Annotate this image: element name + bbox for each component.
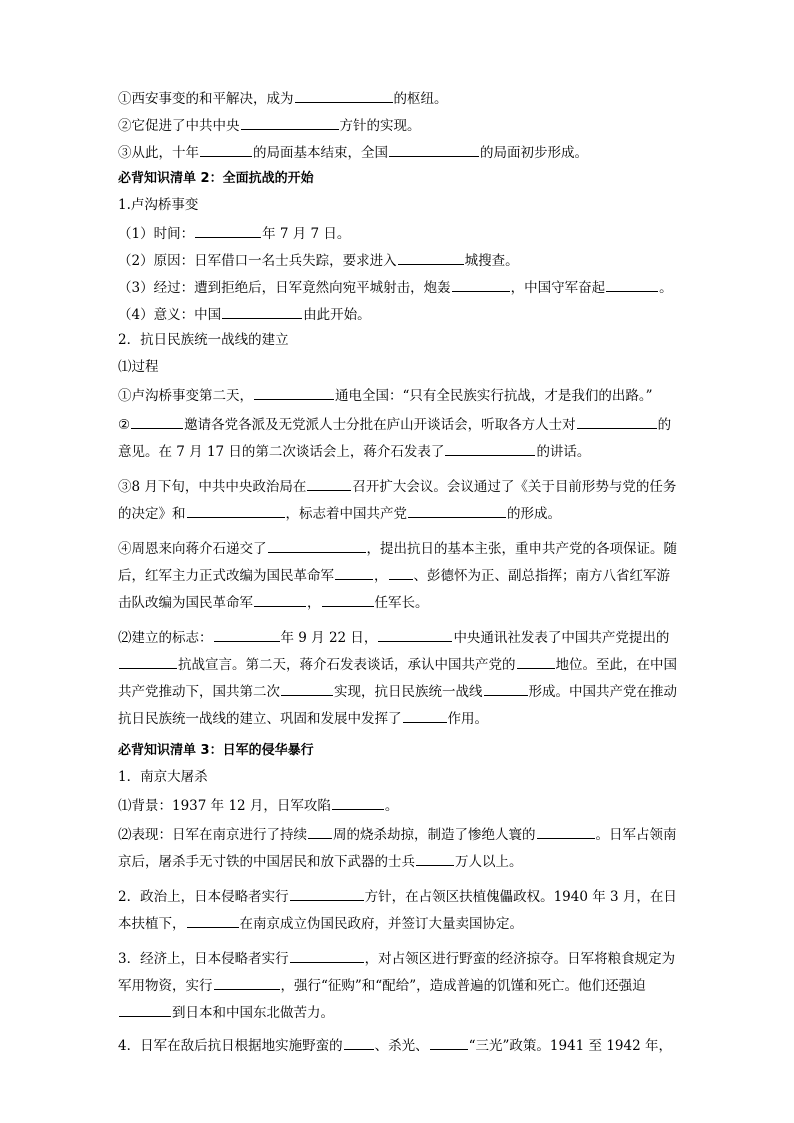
fill-blank[interactable]	[430, 1035, 468, 1050]
politics	[118, 884, 678, 938]
fill-blank[interactable]	[254, 592, 306, 607]
fill-blank[interactable]	[290, 886, 364, 901]
text: ，	[374, 568, 388, 584]
text: 3．经济上，日本侵略者实行	[118, 951, 289, 967]
text: 通电全国：“只有全民族实行抗战，才是我们的出路。”	[335, 388, 653, 404]
text: 的形成。	[507, 506, 561, 522]
text: ③8 月下旬，中共中央政治局在	[118, 479, 307, 495]
fill-blank[interactable]	[606, 277, 658, 292]
text: 邀请各党各派及无党派人士分批在庐山开谈话会，听取各方人士对	[184, 417, 576, 433]
fill-blank[interactable]	[389, 142, 479, 157]
text: （4）意义：中国	[118, 307, 222, 323]
text: 抗战宣言。第二天，蒋介石发表谈话，承认中国共产党的	[178, 657, 516, 673]
text: 实现，抗日民族统一战线	[334, 684, 483, 700]
item-significance	[118, 304, 678, 323]
section-2-heading: 必背知识清单 2：全面抗战的开始	[118, 171, 314, 186]
economy	[118, 946, 678, 1027]
fill-blank[interactable]	[398, 250, 464, 265]
text: 中央通讯社发表了中国共产党提出的	[453, 630, 670, 646]
fill-blank[interactable]	[187, 913, 239, 928]
text: ，提出抗日的基本主张，重申共产党的各项保证。随后，红军主力正式改编为国民革命军	[118, 541, 677, 584]
text: 方针的实现。	[339, 118, 421, 134]
nanjing-manifestation	[118, 822, 678, 876]
founding-sign	[118, 625, 678, 733]
text: 任军长。	[374, 595, 429, 611]
subheading-process: ⑴过程	[118, 359, 159, 375]
text: 形成。中国共产党在推动抗日民族统一战线的建立、巩固和发展中发挥了	[118, 684, 677, 727]
item-cause	[118, 250, 678, 269]
fill-blank[interactable]	[389, 565, 413, 580]
fill-blank[interactable]	[484, 681, 528, 696]
text: 年 7 月 7 日。	[262, 226, 351, 242]
text: 年 9 月 22 日，	[280, 630, 378, 646]
process-2	[118, 412, 678, 466]
text: 。	[384, 798, 399, 814]
subheading-nanjing: 1．南京大屠杀	[118, 769, 208, 785]
text: 的局面基本结束，全国	[253, 145, 388, 161]
text: 的枢纽。	[393, 91, 448, 107]
item-time	[118, 223, 678, 242]
section-3-heading: 必背知识清单 3：日军的侵华暴行	[118, 743, 314, 758]
fill-blank[interactable]	[254, 385, 334, 400]
fill-blank[interactable]	[200, 142, 252, 157]
fill-blank[interactable]	[322, 592, 374, 607]
fill-blank[interactable]	[416, 851, 454, 866]
fill-blank[interactable]	[241, 115, 339, 130]
text: 方针，在占领区扶植傀儡政权。1940 年 3 月，在日本扶植下，	[118, 889, 677, 932]
text: 地位。至此，在中国共产党推动下，国共第二次	[118, 657, 677, 700]
fill-blank[interactable]	[403, 708, 447, 723]
fill-blank[interactable]	[408, 503, 506, 518]
fill-blank[interactable]	[308, 824, 332, 839]
text: ①卢沟桥事变第二天，	[118, 388, 253, 404]
fill-blank[interactable]	[577, 414, 657, 429]
text: 。	[659, 280, 673, 296]
text: ①西安事变的和平解决，成为	[118, 91, 294, 107]
fill-blank[interactable]	[445, 441, 535, 456]
fill-blank[interactable]	[268, 538, 366, 553]
fill-blank[interactable]	[214, 975, 280, 990]
text: ⑵建立的标志：	[118, 630, 213, 646]
text: 在南京成立伪国民政府，并签订大量卖国协定。	[239, 916, 523, 932]
fill-blank[interactable]	[131, 414, 183, 429]
fill-blank[interactable]	[187, 503, 285, 518]
text: （1）时间：	[118, 226, 195, 242]
fill-blank[interactable]	[222, 304, 302, 319]
intro-line-2	[118, 115, 678, 134]
text: ，	[307, 595, 321, 611]
intro-line-3	[118, 142, 678, 161]
text: ⑴背景：1937 年 12 月，日军攻陷	[118, 798, 331, 814]
text: 到日本和中国东北做苦力。	[172, 1005, 334, 1021]
text: “三光”政策。1941 至 1942 年，	[468, 1038, 672, 1054]
text: ⑵表现：日军在南京进行了持续	[118, 827, 307, 843]
text: 、彭德怀为正、副总指挥；南方八省红军游击队改编为国民革命军	[118, 568, 670, 611]
text: 由此开始。	[303, 307, 371, 323]
fill-blank[interactable]	[378, 627, 452, 642]
text: 的意见。在 7 月 17 日的第二次谈话会上，蒋介石发表了	[118, 417, 672, 460]
worksheet-page	[118, 88, 678, 1062]
text: ，标志着中国共产党	[285, 506, 407, 522]
text: 4．日军在敌后抗日根据地实施野蛮的	[118, 1038, 343, 1054]
text: 2．政治上，日本侵略者实行	[118, 889, 289, 905]
fill-blank[interactable]	[119, 1002, 171, 1017]
process-3	[118, 474, 678, 528]
fill-blank[interactable]	[307, 476, 351, 491]
text: ④周恩来向蒋介石递交了	[118, 541, 267, 557]
process-4	[118, 536, 678, 617]
text: 城搜查。	[464, 253, 519, 269]
text: ，对占领区进行野蛮的经济掠夺。日军将粮食规定为军用物资，实行	[118, 951, 676, 994]
text: 作用。	[447, 711, 488, 727]
subheading-lugou-bridge: 1.卢沟桥事变	[118, 197, 199, 213]
three-alls	[118, 1035, 678, 1054]
text: ，强行“征购”和“配给”，造成普遍的饥馑和死亡。他们还强迫	[280, 978, 646, 994]
fill-blank[interactable]	[281, 681, 333, 696]
fill-blank[interactable]	[295, 88, 393, 103]
nanjing-background	[118, 795, 678, 814]
text: ，中国守军奋起	[510, 280, 606, 296]
fill-blank[interactable]	[290, 948, 364, 963]
text: 。日军占领南京后，屠杀手无寸铁的中国居民和放下武器的士兵	[118, 827, 677, 870]
text: ②它促进了中共中央	[118, 118, 240, 134]
intro-line-1	[118, 88, 678, 107]
item-process	[118, 277, 678, 296]
text: 的讲话。	[536, 444, 591, 460]
fill-blank[interactable]	[195, 223, 261, 238]
text: 、杀光、	[374, 1038, 429, 1054]
fill-blank[interactable]	[537, 824, 595, 839]
text: 的局面初步形成。	[480, 145, 588, 161]
fill-blank[interactable]	[517, 654, 555, 669]
text: 周的烧杀劫掠，制造了惨绝人寰的	[333, 827, 536, 843]
text: （3）经过：遭到拒绝后，日军竟然向宛平城射击，炮轰	[118, 280, 451, 296]
fill-blank[interactable]	[119, 654, 177, 669]
fill-blank[interactable]	[332, 795, 384, 810]
text: （2）原因：日军借口一名士兵失踪，要求进入	[118, 253, 397, 269]
text: 万人以上。	[455, 854, 523, 870]
text: ③从此，十年	[118, 145, 199, 161]
fill-blank[interactable]	[214, 627, 280, 642]
fill-blank[interactable]	[335, 565, 373, 580]
text: ②	[118, 417, 131, 433]
text: 召开扩大会议。会议通过了《关于目前形势与党的任务的决定》和	[118, 479, 677, 522]
process-1	[118, 385, 678, 404]
fill-blank[interactable]	[452, 277, 510, 292]
subheading-united-front: 2．抗日民族统一战线的建立	[118, 332, 289, 348]
fill-blank[interactable]	[344, 1035, 374, 1050]
